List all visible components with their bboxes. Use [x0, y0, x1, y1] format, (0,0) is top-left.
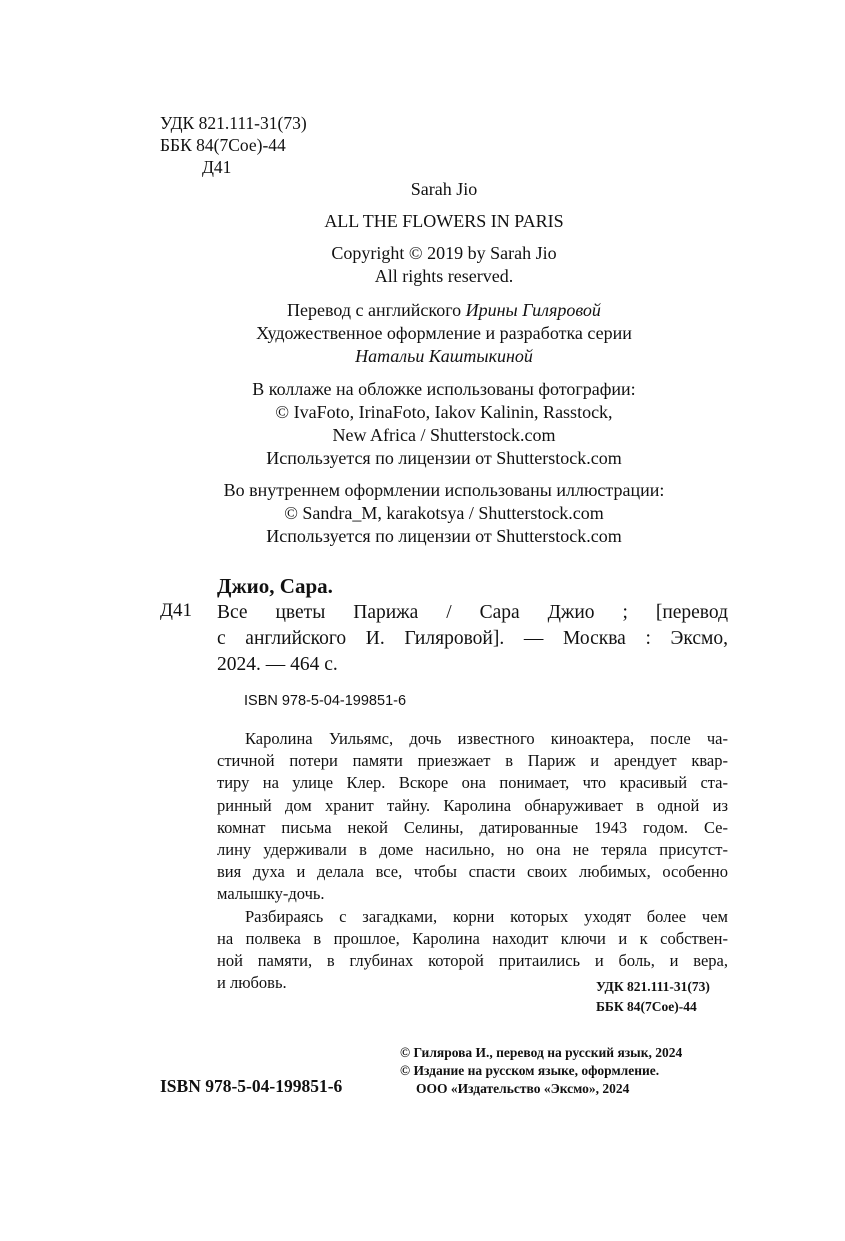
bbk-code: ББК 84(7Сое)-44 [160, 135, 286, 155]
annotation-line: малышку-дочь. [217, 884, 325, 904]
classification-codes [160, 112, 307, 178]
credits-block [160, 299, 728, 368]
bottom-classification-codes [596, 977, 710, 1017]
entry-line: с английского И. Гиляровой]. — Москва : Эксмо, [217, 628, 728, 649]
annotation-line: и любовь. [217, 973, 287, 993]
original-copyright: Copyright © 2019 by Sarah Jio [331, 243, 557, 263]
author-sign: Д41 [202, 157, 232, 177]
cover-photos-block [160, 378, 728, 470]
translator-name: Ирины Гиляровой [465, 300, 601, 320]
original-title-block [160, 210, 728, 233]
translation-credit [160, 299, 728, 322]
original-author: Sarah Jio [410, 179, 478, 199]
bottom-udk-code: УДК 821.111-31(73) [596, 979, 710, 994]
isbn-main: ISBN 978-5-04-199851-6 [160, 1076, 343, 1096]
annotation-line: ной памяти, в глубинах которой притаились и боль, и вера, [217, 951, 728, 971]
bottom-bbk-code: ББК 84(7Сое)-44 [596, 999, 697, 1014]
annotation-line: вия духа и делала все, чтобы спасти своих любимых, особенно [217, 862, 728, 882]
copyright-edition: © Издание на русском языке, оформление. [400, 1063, 660, 1078]
annotation-line: стичной потери памяти приезжает в Париж и арендует квар- [217, 751, 728, 771]
entry-line: Все цветы Парижа / Сара Джио ; [перевод [217, 602, 728, 623]
entry-line: 2024. — 464 с. [217, 654, 338, 675]
original-author-block [160, 178, 728, 201]
copyright-translation: © Гилярова И., перевод на русский язык, 2024 [400, 1045, 683, 1060]
annotation-line: ринный дом хранит тайну. Каролина обнаруживает в одной из [217, 795, 728, 815]
translation-prefix: Перевод с английского [287, 300, 466, 320]
annotation-line: комнат письма некой Селины, датированные 1943 годом. Се- [217, 817, 728, 837]
annotation [217, 728, 728, 994]
annotation-line: лину удерживали в доме насильно, но она не теряла присутст- [217, 840, 728, 860]
cover-photos-line: В коллаже на обложке использованы фотографии: [252, 379, 636, 399]
annotation-line: Разбираясь с загадками, корни которых уходят более чем [245, 906, 728, 926]
cover-photos-line: New Africa / Shutterstock.com [332, 425, 556, 445]
original-rights: All rights reserved. [374, 266, 514, 286]
original-copyright-block [160, 242, 728, 288]
original-title: ALL THE FLOWERS IN PARIS [324, 211, 564, 231]
designer-name: Натальи Каштыкиной [355, 346, 533, 366]
bibliographic-code: Д41 [160, 600, 192, 621]
illustrations-line: Используется по лицензии от Shutterstock.com [266, 526, 622, 546]
illustrations-line: Во внутреннем оформлении использованы иллюстрации: [223, 480, 665, 500]
copyright-block [400, 1044, 682, 1098]
cover-photos-line: © IvaFoto, IrinaFoto, Iakov Kalinin, Rasstock, [275, 402, 613, 422]
annotation-line: тиру на улице Клер. Вскоре она понимает, что красивый ста- [217, 773, 728, 793]
annotation-line: на полвека в прошлое, Каролина находит ключи и к собствен- [217, 928, 728, 948]
interior-illustrations-block [160, 479, 728, 548]
illustrations-line: © Sandra_M, karakotsya / Shutterstock.com [284, 503, 604, 523]
cover-photos-line: Используется по лицензии от Shutterstock.com [266, 448, 622, 468]
udk-code: УДК 821.111-31(73) [160, 113, 307, 133]
design-credit: Художественное оформление и разработка серии [256, 323, 632, 343]
entry-isbn: ISBN 978-5-04-199851-6 [244, 693, 407, 709]
copyright-publisher: ООО «Издательство «Эксмо», 2024 [416, 1081, 630, 1096]
annotation-line: Каролина Уильямс, дочь известного киноактера, после ча- [245, 729, 728, 748]
bibliographic-entry [217, 600, 728, 678]
bibliographic-heading: Джио, Сара. [217, 574, 333, 598]
